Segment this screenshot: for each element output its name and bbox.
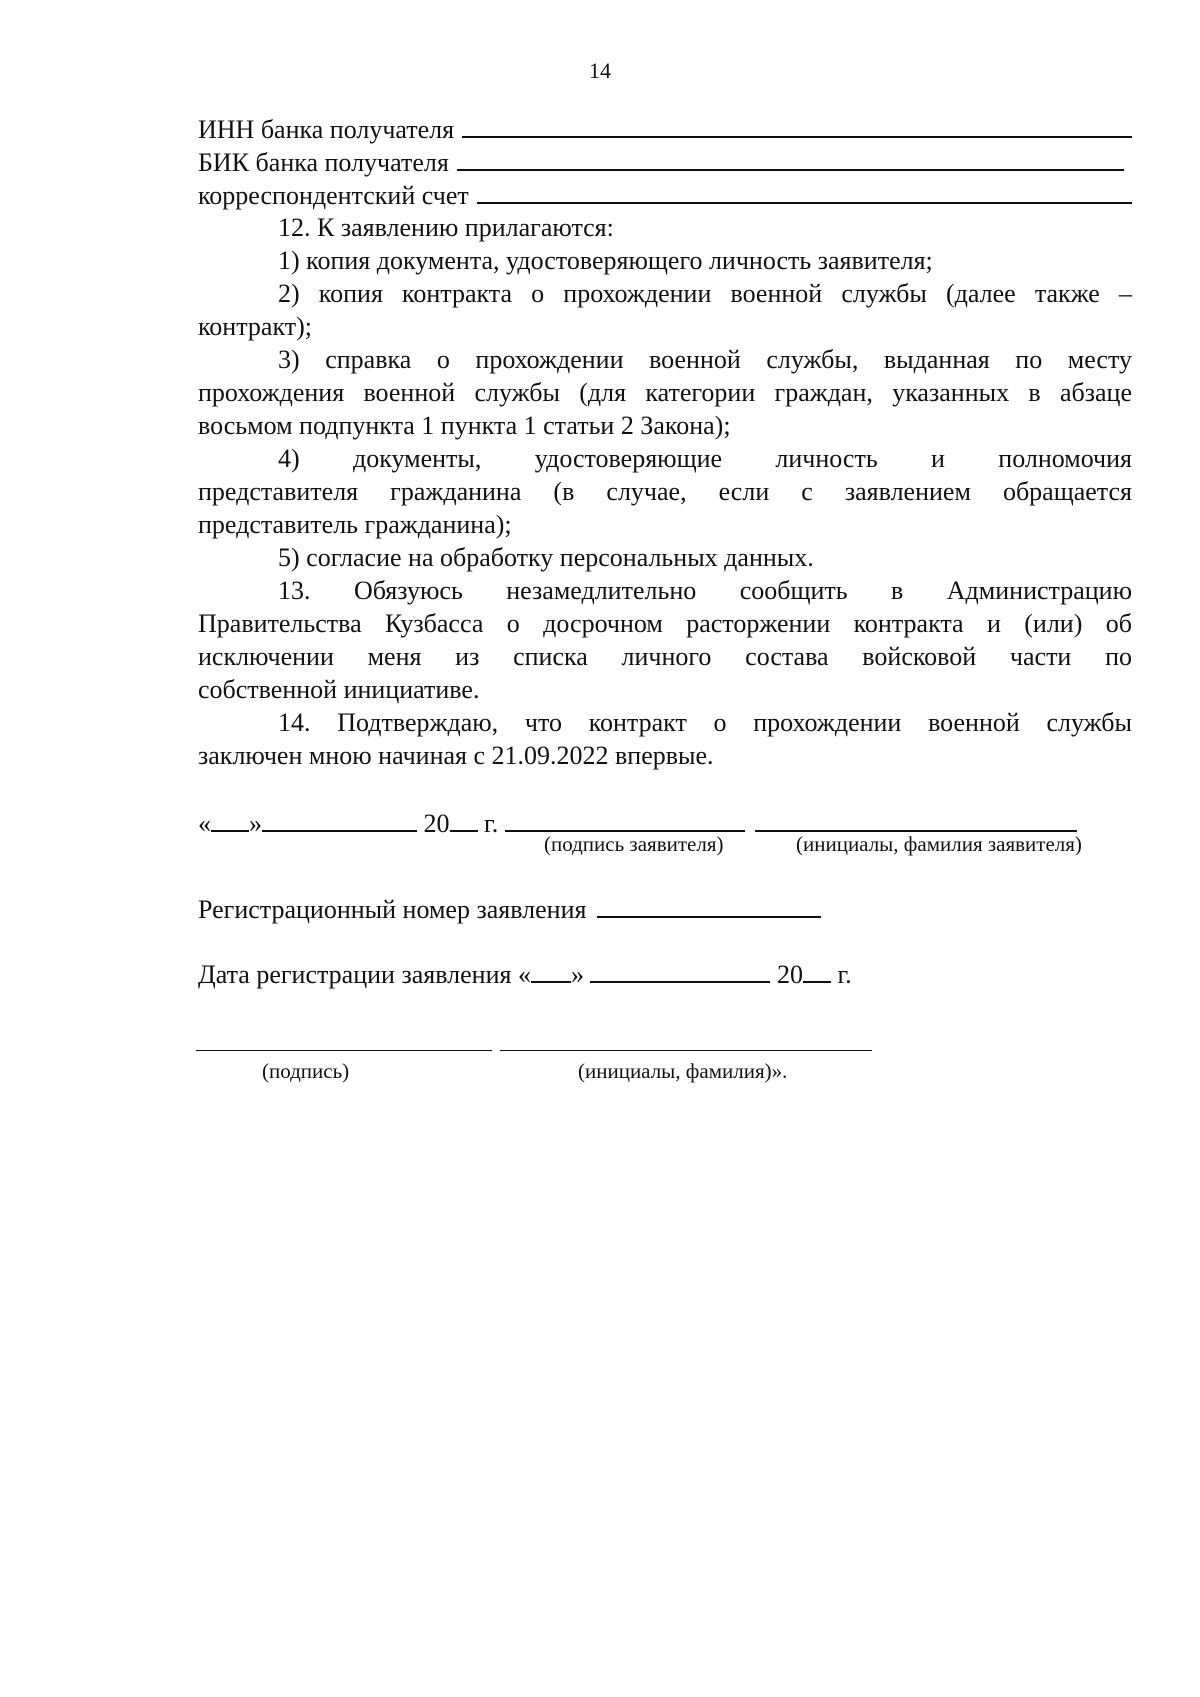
caption-applicant-signature: (подпись заявителя) (544, 832, 724, 856)
attachment-4-line-2: представителя гражданина (в случае, если с заявлением обращается (198, 477, 1132, 506)
date-close-quote: » (249, 809, 262, 838)
inn-blank[interactable] (462, 112, 1132, 138)
attachment-2-line-1: 2) копия контракта о прохождении военной службы (далее также – (278, 279, 1132, 308)
registration-number-row (198, 892, 1132, 926)
paragraph-13-line-1: 13. Обязуюсь незамедлительно сообщить в Администрацию (278, 576, 1132, 605)
attachment-4-line-3: представитель гражданина); (198, 510, 512, 539)
bik-field (198, 145, 1124, 179)
paragraph-13-line-4: собственной инициативе. (198, 675, 480, 704)
caption-official-name: (инициалы, фамилия)». (578, 1059, 788, 1083)
year-prefix: 20 (423, 809, 450, 838)
corr-account-field (198, 178, 1132, 212)
registration-year-blank[interactable] (803, 957, 831, 983)
corr-account-label: корреспондентский счет (198, 181, 469, 210)
day-blank[interactable] (211, 806, 249, 832)
registration-year-prefix: 20 (776, 960, 803, 989)
attachment-5: 5) согласие на обработку персональных данных. (278, 543, 814, 572)
applicant-name-blank[interactable] (755, 806, 1077, 832)
inn-label: ИНН банка получателя (198, 115, 455, 144)
paragraph-12: 12. К заявлению прилагаются: (278, 213, 614, 242)
registration-close-quote: » (570, 960, 584, 989)
year-suffix: г. (484, 809, 499, 838)
registration-number-label: Регистрационный номер заявления (198, 895, 587, 924)
paragraph-13-line-3: исключении меня из списка личного состава войсковой части по (198, 642, 1132, 671)
applicant-signature-blank[interactable] (505, 806, 745, 832)
corr-account-blank[interactable] (477, 178, 1132, 204)
year-blank[interactable] (450, 806, 478, 832)
registration-number-blank[interactable] (597, 892, 821, 918)
attachment-1: 1) копия документа, удостоверяющего личность заявителя; (278, 246, 933, 275)
attachment-2-line-2: контракт); (198, 312, 312, 341)
attachment-3-line-2: прохождения военной службы (для категории граждан, указанных в абзаце (198, 378, 1132, 407)
caption-applicant-name: (инициалы, фамилия заявителя) (796, 832, 1082, 856)
attachment-4-line-1: 4) документы, удостоверяющие личность и полномочия (278, 444, 1132, 473)
paragraph-14-line-1: 14. Подтверждаю, что контракт о прохождении военной службы (278, 708, 1132, 737)
registration-date-row (198, 957, 1132, 991)
bik-blank[interactable] (457, 145, 1124, 171)
caption-official-signature: (подпись) (262, 1059, 350, 1083)
paragraph-13-line-2: Правительства Кузбасса о досрочном расторжении контракта и (или) об (198, 609, 1132, 638)
attachment-3-line-1: 3) справка о прохождении военной службы, выданная по месту (278, 345, 1132, 374)
registration-date-label: Дата регистрации заявления « (198, 960, 531, 989)
registration-month-blank[interactable] (590, 957, 770, 983)
attachment-3-line-3: восьмом подпункта 1 пункта 1 статьи 2 Закона); (198, 411, 731, 440)
inn-field (198, 112, 1132, 146)
registration-year-suffix: г. (837, 960, 852, 989)
official-signature-line[interactable] (196, 1050, 492, 1051)
month-blank[interactable] (262, 806, 417, 832)
paragraph-14-line-2: заключен мною начиная с 21.09.2022 впервые. (198, 741, 714, 770)
bik-label: БИК банка получателя (198, 148, 449, 177)
registration-day-blank[interactable] (531, 957, 571, 983)
page-number: 14 (589, 58, 611, 83)
official-name-line[interactable] (500, 1050, 872, 1051)
date-open-quote: « (198, 809, 211, 838)
